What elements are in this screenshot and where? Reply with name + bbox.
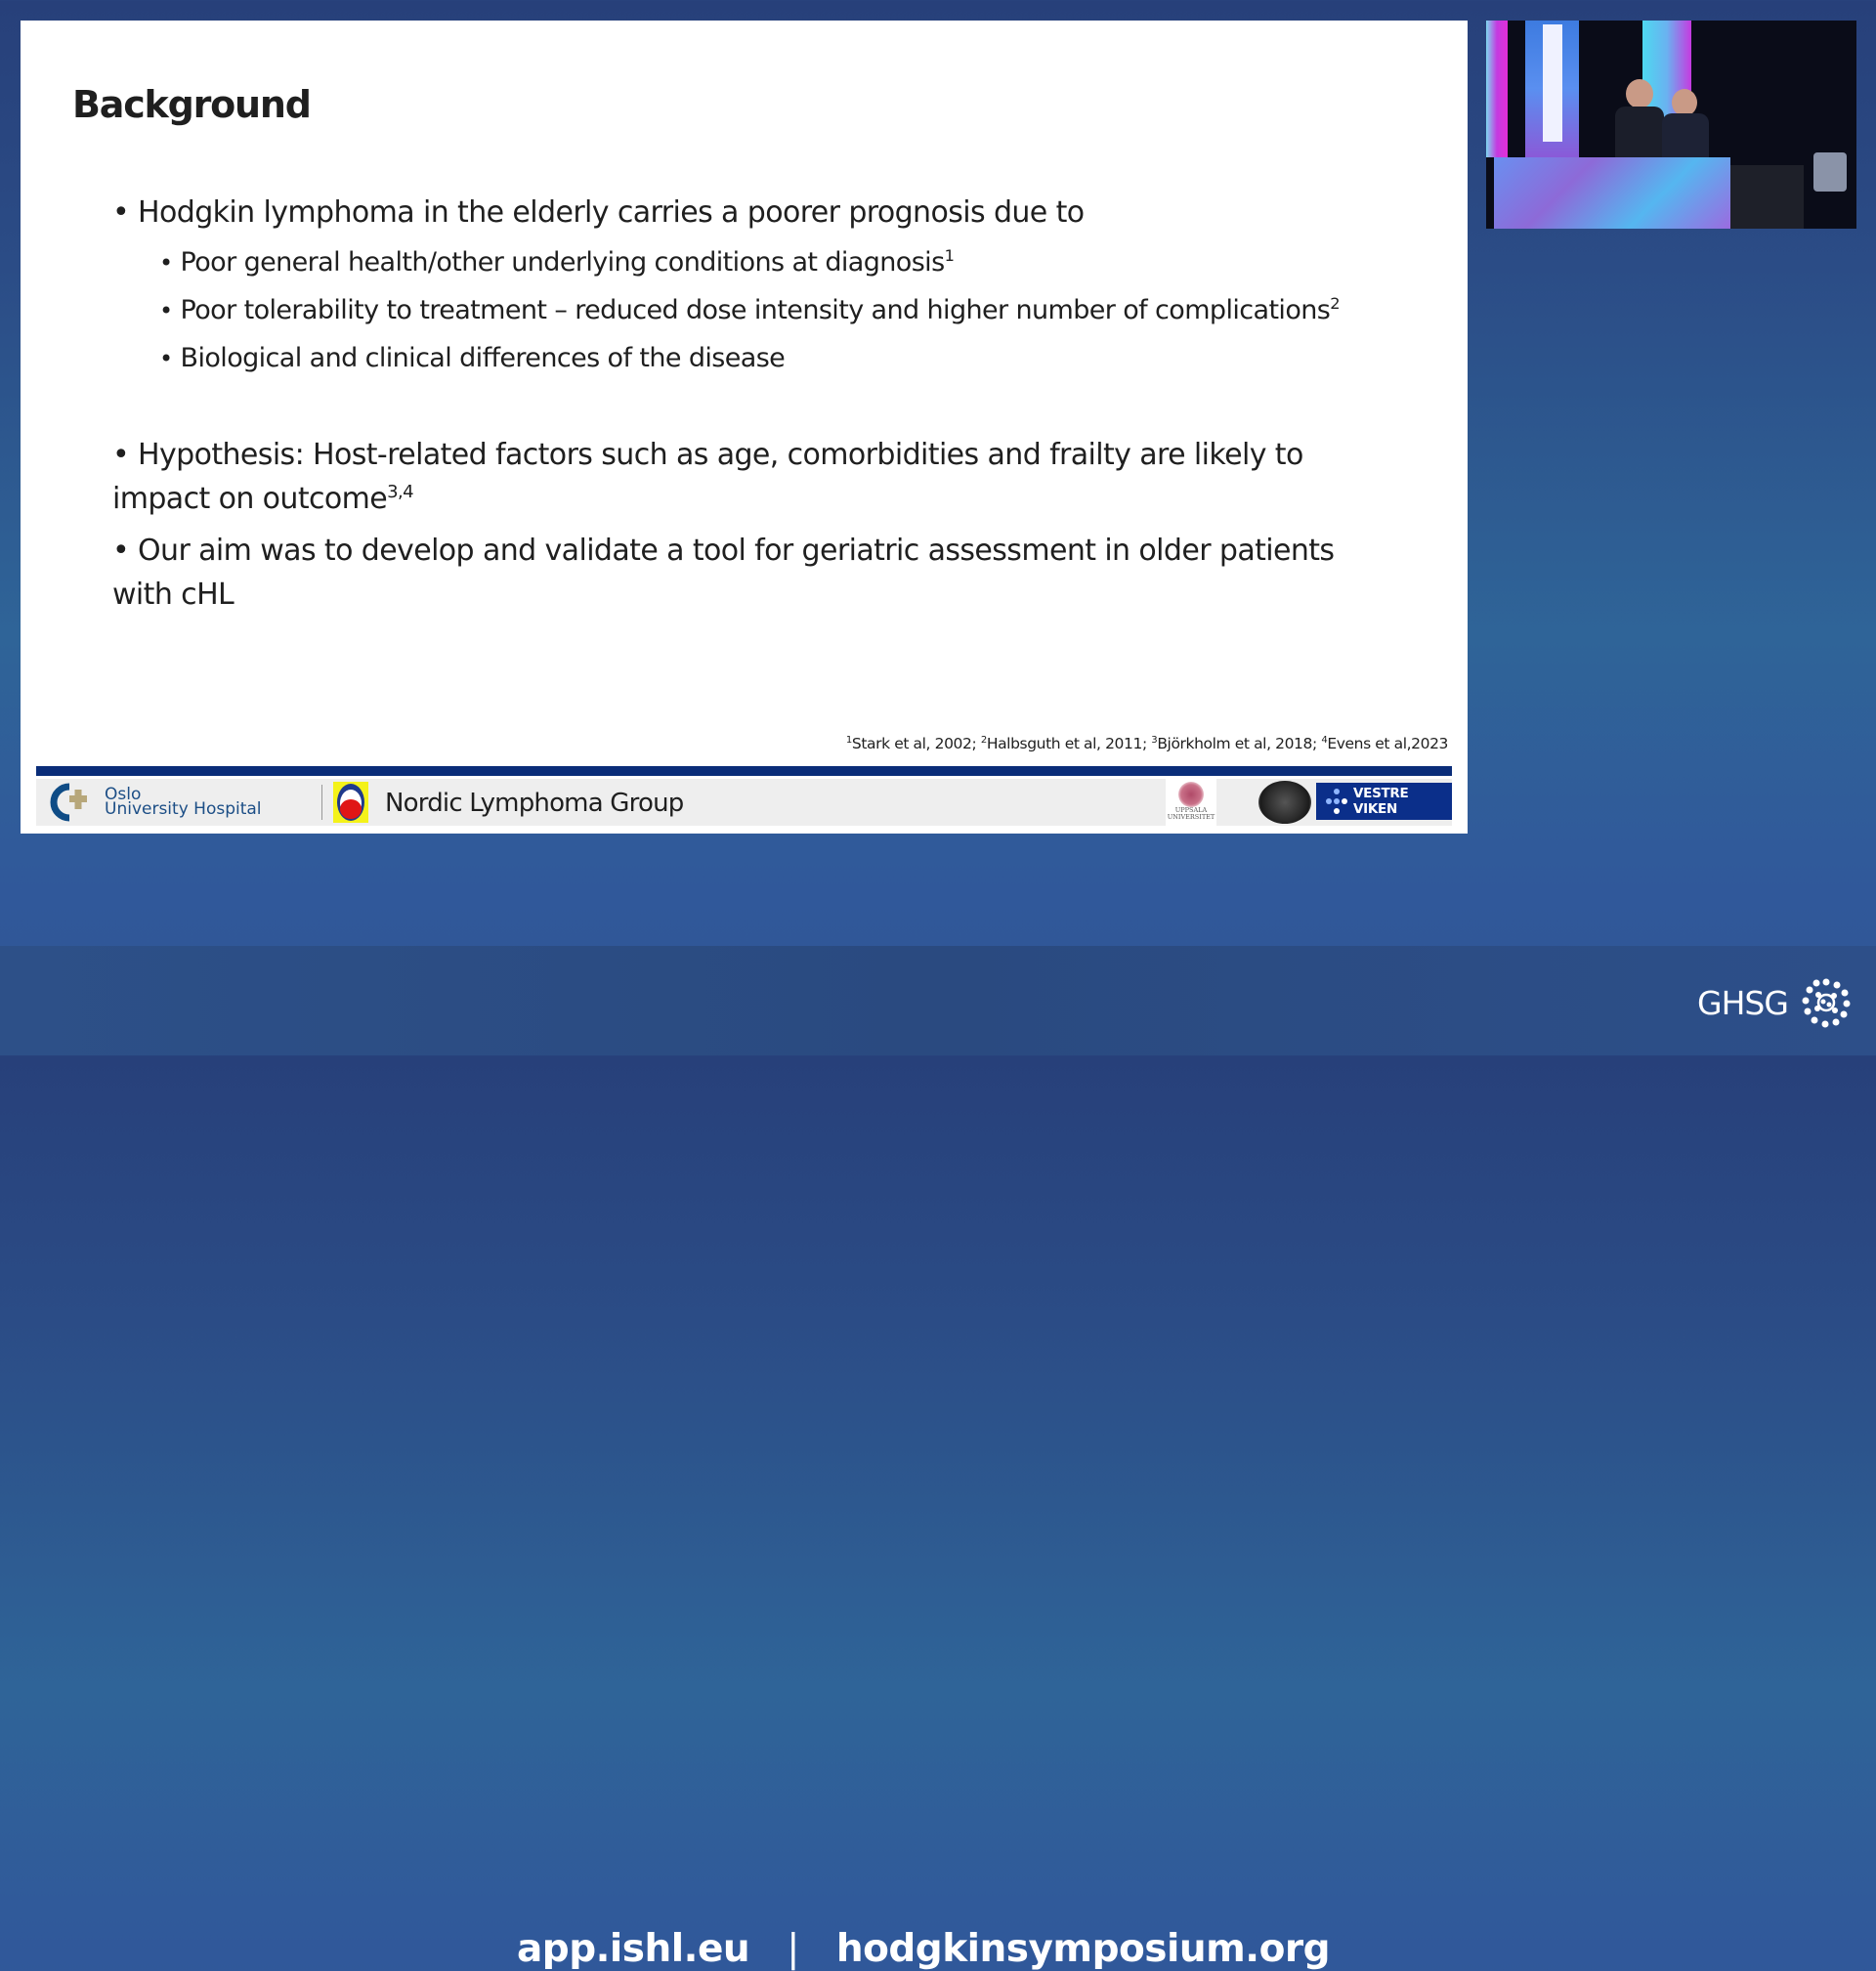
bullet-item-prognosis: • Hodgkin lymphoma in the elderly carries a poorer prognosis due to bbox=[112, 195, 1085, 230]
oslo-hospital-icon bbox=[44, 783, 97, 822]
uppsala-seal-icon bbox=[1178, 782, 1204, 807]
stage-chair bbox=[1813, 152, 1847, 192]
bullet-icon: • bbox=[112, 534, 130, 568]
sub-bullet-item: • Poor general health/other underlying conditions at diagnosis$^1$ bbox=[159, 246, 955, 278]
bullet-icon: • bbox=[159, 345, 173, 372]
footer-divider-bar bbox=[36, 766, 1452, 776]
bottom-banner bbox=[0, 946, 1876, 1971]
bullet-continuation: with cHL bbox=[112, 578, 234, 612]
sponsor-logo-strip bbox=[36, 779, 1452, 826]
sub-bullet-item: • Poor tolerability to treatment – reduced dose intensity and higher number of complications$^2$ bbox=[159, 294, 1340, 325]
bullet-icon: • bbox=[112, 438, 130, 472]
vestre-viken-dots-icon bbox=[1324, 787, 1349, 816]
banner-links bbox=[0, 1927, 1876, 1971]
ghsg-cell-icon bbox=[1802, 978, 1851, 1027]
bullet-item-aim: • Our aim was to develop and validate a tool for geriatric assessment in older patients bbox=[112, 534, 1335, 568]
bullet-icon: • bbox=[159, 297, 173, 324]
uppsala-university-logo: UPPSALA UNIVERSITET bbox=[1166, 779, 1216, 826]
speaker-1 bbox=[1626, 79, 1653, 108]
presentation-slide bbox=[21, 21, 1468, 834]
bullet-continuation: impact on outcome$^{3,4}$ bbox=[112, 482, 413, 516]
university-of-oslo-seal-icon bbox=[1258, 781, 1311, 824]
symposium-link[interactable]: hodgkinsymposium.org bbox=[835, 1927, 1331, 1971]
vestre-viken-logo: VESTRE VIKEN bbox=[1316, 783, 1452, 820]
stage-desk bbox=[1494, 157, 1730, 229]
app-link[interactable]: app.ishl.eu bbox=[516, 1927, 750, 1971]
sub-bullet-item: • Biological and clinical differences of the disease bbox=[159, 343, 786, 373]
nordic-lymphoma-group-label: Nordic Lymphoma Group bbox=[385, 789, 684, 818]
bullet-icon: • bbox=[112, 195, 130, 230]
slide-title: Background bbox=[72, 83, 311, 126]
banner-separator: | bbox=[787, 1927, 799, 1971]
speaker-video-feed[interactable] bbox=[1486, 21, 1856, 229]
ghsg-logo: GHSG bbox=[1697, 978, 1851, 1027]
references: $^1$Stark et al, 2002; $^2$Halbsguth et al, 2011; $^3$Björkholm et al, 2018; $^4$Evens et al,2023 bbox=[845, 734, 1448, 752]
nordic-lymphoma-group-icon bbox=[333, 782, 368, 823]
oslo-university-hospital-logo: Oslo University Hospital bbox=[44, 783, 262, 822]
bullet-icon: • bbox=[159, 249, 173, 277]
bullet-item-hypothesis: • Hypothesis: Host-related factors such as age, comorbidities and frailty are likely to bbox=[112, 438, 1303, 472]
logo-divider bbox=[321, 785, 322, 820]
event-banner bbox=[1543, 24, 1562, 142]
speaker-2 bbox=[1672, 89, 1697, 116]
